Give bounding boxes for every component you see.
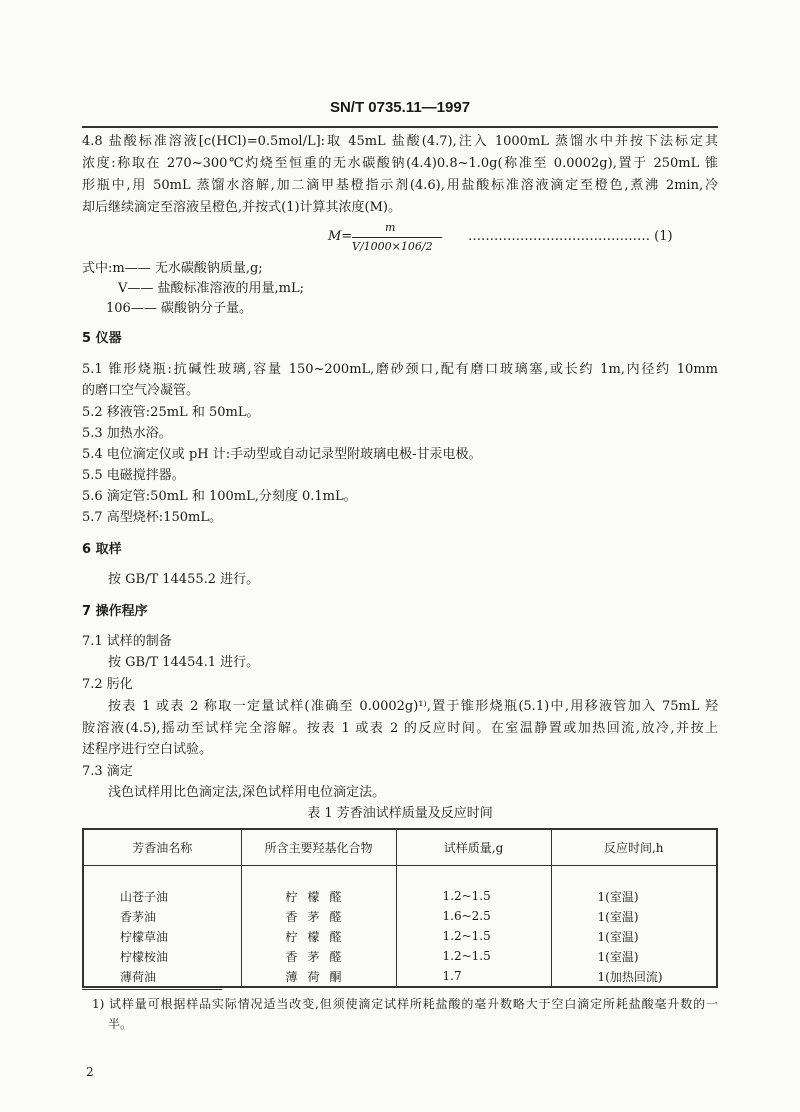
footnote-rule (82, 989, 222, 990)
item: 的磨口空气冷凝管。 (82, 383, 200, 398)
footnote-line: 1) 试样量可根据样品实际情况适当改变,但须使滴定试样所耗盐酸的毫升数略大于空白滴定所耗盐酸毫升数的一 (92, 997, 718, 1011)
page-number: 2 (86, 1065, 94, 1079)
cell: 香茅醛 (241, 946, 396, 966)
footnote-line: 半。 (108, 1017, 133, 1031)
text: 浅色试样用比色滴定法,深色试样用电位滴定法。 (108, 785, 386, 800)
table-row (83, 886, 717, 906)
formula-lhs: M= (328, 229, 353, 244)
section-6-title: 6 取样 (82, 542, 122, 557)
cell: 山苍子油 (120, 889, 169, 904)
cell: 香茅醛 (241, 906, 396, 926)
cell: 柠檬桉油 (120, 949, 169, 964)
subsection-7-3: 7.3 滴定 (82, 764, 133, 779)
table-row (83, 906, 717, 926)
cell: 柠檬醛 (241, 886, 396, 906)
text: 按表 1 或表 2 称取一定量试样(准确至 0.0002g)¹⁾,置于锥形烧瓶(5.1)中,用移液管加入 75mL 羟 (108, 699, 718, 714)
where-line: 106—— 碳酸钠分子量。 (106, 301, 252, 316)
cell: 1(室温) (551, 906, 717, 926)
cell: 1(加热回流) (551, 966, 717, 987)
text: 按 GB/T 14454.1 进行。 (108, 655, 260, 670)
cell: 薄荷油 (120, 969, 157, 984)
cell: 香茅油 (120, 909, 157, 924)
formula-numerator: m (385, 221, 396, 234)
cell: 柠檬醛 (241, 926, 396, 946)
item: 5.3 加热水浴。 (82, 426, 172, 441)
header-rule (82, 126, 718, 128)
formula-number: …………………………………… (1) (468, 229, 673, 244)
formula-denominator: V/1000×106/2 (352, 240, 433, 253)
item: 5.1 锥形烧瓶:抗碱性玻璃,容量 150~200mL,磨砂颈口,配有磨口玻璃塞,或长约 1m,内径约 10mm (82, 362, 718, 377)
table-row (83, 966, 717, 987)
cell: 1(室温) (551, 946, 717, 966)
cell: 1.2~1.5 (396, 926, 551, 946)
where-line: V—— 盐酸标准溶液的用量,mL; (118, 281, 304, 296)
para-4-8-line: 4.8 盐酸标准溶液[c(HCl)=0.5mol/L]:取 45mL 盐酸(4.7),注入 1000mL 蒸馏水中并按下法标定其 (82, 134, 718, 149)
text: 述程序进行空白试验。 (82, 742, 213, 757)
subsection-7-2: 7.2 肟化 (82, 677, 133, 692)
para-4-8-line: 形瓶中,用 50mL 蒸馏水溶解,加二滴甲基橙指示剂(4.6),用盐酸标准溶液滴定至橙色,煮沸 2min,冷 (82, 178, 718, 193)
cell: 1.2~1.5 (396, 886, 551, 906)
item: 5.5 电磁搅拌器。 (82, 468, 185, 483)
table-header-row (83, 829, 717, 866)
cell: 柠檬草油 (120, 929, 169, 944)
cell: 1(室温) (551, 926, 717, 946)
column-header: 反应时间,h (551, 829, 717, 866)
section-7-title: 7 操作程序 (82, 604, 148, 619)
item: 5.4 电位滴定仪或 pH 计:手动型或自动记录型附玻璃电极-甘汞电极。 (82, 447, 482, 462)
data-table (82, 828, 718, 988)
column-header: 试样质量,g (396, 829, 551, 866)
table-row (83, 926, 717, 946)
header-standard-number: SN/T 0735.11—1997 (329, 99, 471, 116)
para-4-8-line: 浓度:称取在 270~300℃灼烧至恒重的无水碳酸钠(4.4)0.8~1.0g(称准至 0.0002g),置于 250mL 锥 (82, 156, 718, 171)
column-header: 所含主要羟基化合物 (241, 829, 396, 866)
table-title: 表 1 芳香油试样质量及反应时间 (307, 806, 493, 821)
cell: 1.2~1.5 (396, 946, 551, 966)
table-row (83, 946, 717, 966)
cell: 薄荷酮 (241, 966, 396, 987)
section-6-text: 按 GB/T 14455.2 进行。 (108, 572, 260, 587)
section-5-title: 5 仪器 (82, 331, 122, 346)
where-line: 式中:m—— 无水碳酸钠质量,g; (82, 261, 263, 276)
para-4-8-line: 却后继续滴定至溶液呈橙色,并按式(1)计算其浓度(M)。 (82, 200, 402, 215)
item: 5.2 移液管:25mL 和 50mL。 (82, 405, 260, 420)
subsection-7-1: 7.1 试样的制备 (82, 634, 172, 649)
cell: 1(室温) (551, 886, 717, 906)
item: 5.6 滴定管:50mL 和 100mL,分刻度 0.1mL。 (82, 489, 357, 504)
text: 胺溶液(4.5),摇动至试样完全溶解。按表 1 或表 2 的反应时间。在室温静置或加热回流,放冷,并按上 (82, 721, 718, 736)
cell: 1.6~2.5 (396, 906, 551, 926)
fraction-bar (352, 237, 442, 238)
cell: 1.7 (396, 966, 551, 987)
column-header: 芳香油名称 (83, 829, 241, 866)
item: 5.7 高型烧杯:150mL。 (82, 510, 222, 525)
